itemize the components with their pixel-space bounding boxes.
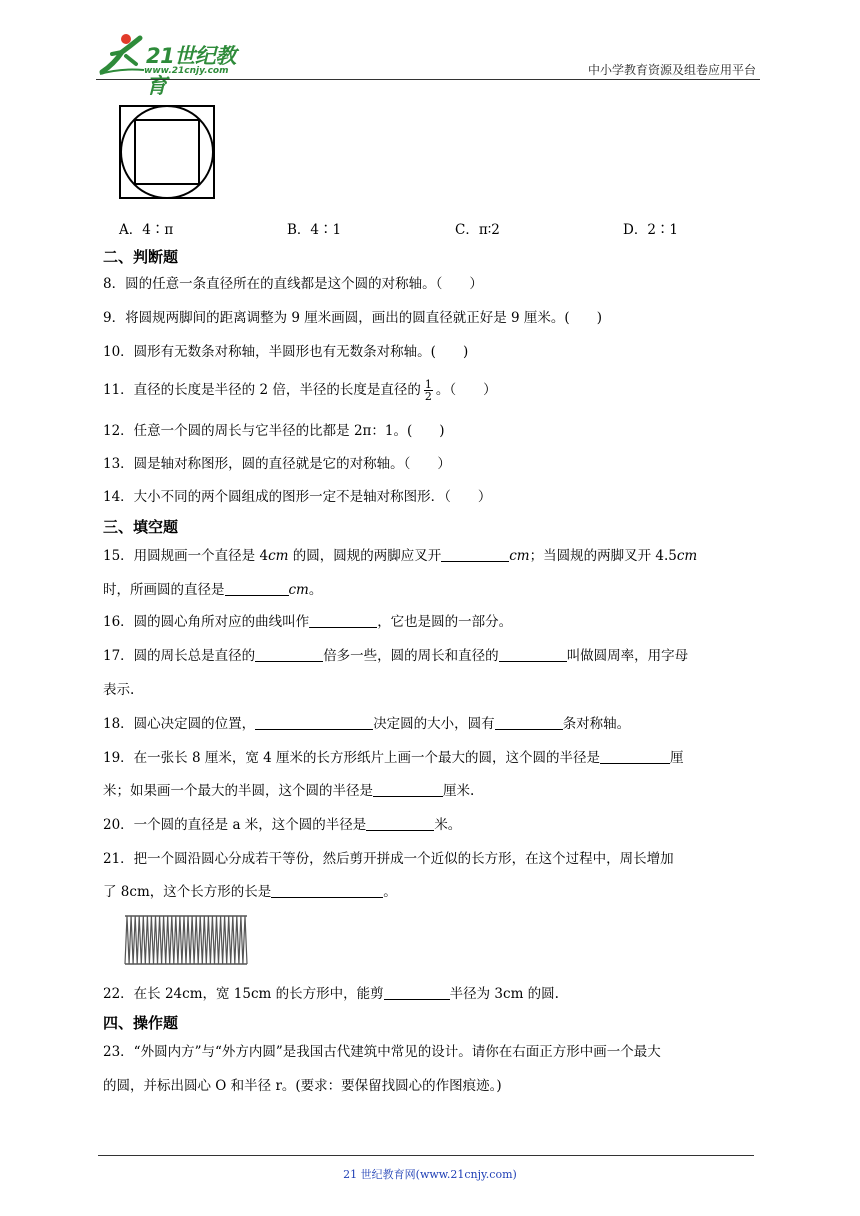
question-22 bbox=[103, 984, 559, 1004]
q20-text-a: 20．一个圆的直径是 a 米，这个圆的半径是 bbox=[103, 817, 367, 833]
runner-logo-icon bbox=[96, 30, 146, 76]
q17-text-a: 17．圆的周长总是直径的 bbox=[103, 648, 256, 664]
fraction-numerator: 1 bbox=[424, 378, 432, 391]
question-14: 14．大小不同的两个圆组成的图形一定不是轴对称图形．（ ） bbox=[103, 489, 492, 505]
q16-text-a: 16．圆的圆心角所对应的曲线叫作 bbox=[103, 614, 310, 630]
q18-text-c: 条对称轴。 bbox=[562, 716, 631, 732]
logo-url: www.21cnjy.com bbox=[144, 66, 229, 76]
q21-text-c: 。 bbox=[383, 884, 397, 900]
site-logo bbox=[96, 30, 256, 98]
q21-text-b: 了 8cm，这个长方形的长是 bbox=[103, 884, 272, 900]
q17-text-c: 叫做圆周率，用字母 bbox=[566, 648, 689, 664]
answer-blank[interactable] bbox=[495, 715, 563, 730]
question-19-line2 bbox=[103, 781, 474, 801]
logo-text: 21世纪教育 bbox=[146, 44, 236, 98]
question-18 bbox=[103, 714, 630, 734]
question-15-line2 bbox=[103, 580, 322, 600]
question-23-line2: 的圆，并标出圆心 O 和半径 r。(要求：要保留找圆心的作图痕迹。) bbox=[103, 1078, 502, 1094]
q19-text-d: 厘米. bbox=[443, 783, 475, 799]
q18-text-b: 决定圆的大小，圆有 bbox=[373, 716, 495, 732]
unit-cm: cm bbox=[509, 548, 530, 564]
q15-text-d: 时，所画圆的直径是 bbox=[103, 582, 225, 598]
question-23-line1: 23．“外圆内方”与“外方内圆”是我国古代建筑中常见的设计。请你在右面正方形中画一个最大 bbox=[103, 1044, 661, 1060]
q15-text-e: 。 bbox=[308, 582, 323, 598]
question-16 bbox=[103, 612, 512, 632]
q19-text-c: 米；如果画一个最大的半圆，这个圆的半径是 bbox=[103, 783, 373, 799]
answer-blank[interactable] bbox=[600, 749, 670, 764]
option-d: D．2∶1 bbox=[623, 222, 679, 238]
page-header bbox=[96, 30, 760, 98]
question-10: 10．圆形有无数条对称轴，半圆形也有无数条对称轴。( ) bbox=[103, 344, 469, 360]
answer-blank[interactable] bbox=[373, 782, 443, 797]
q22-text-b: 半径为 3cm 的圆. bbox=[449, 986, 559, 1002]
question-11-text: 11．直径的长度是半径的 2 倍，半径的长度是直径的 bbox=[103, 382, 421, 398]
option-a: A．4∶π bbox=[119, 222, 174, 238]
section-title-operate: 四、操作题 bbox=[103, 1014, 179, 1032]
question-13: 13．圆是轴对称图形，圆的直径就是它的对称轴。（ ） bbox=[103, 456, 451, 472]
answer-blank[interactable] bbox=[366, 816, 434, 831]
question-8: 8．圆的任意一条直径所在的直线都是这个圆的对称轴。（ ） bbox=[103, 276, 483, 292]
option-c: C．π∶2 bbox=[455, 222, 500, 238]
answer-blank[interactable] bbox=[441, 547, 509, 562]
unit-cm: cm bbox=[288, 582, 309, 598]
q15-text-c: ；当圆规的两脚叉开 4.5 bbox=[529, 548, 677, 564]
q19-text-b: 厘 bbox=[670, 750, 684, 766]
unit-cm: cm bbox=[676, 548, 698, 564]
answer-blank[interactable] bbox=[255, 715, 373, 730]
unit-cm: cm bbox=[268, 548, 289, 564]
header-divider bbox=[96, 79, 760, 80]
q20-text-b: 米。 bbox=[434, 817, 462, 833]
answer-blank[interactable] bbox=[384, 985, 450, 1000]
answer-blank[interactable] bbox=[255, 647, 323, 662]
question-11-tail: 。（ ） bbox=[435, 382, 497, 398]
answer-blank[interactable] bbox=[271, 883, 383, 898]
square-circle-figure bbox=[118, 104, 218, 200]
question-12: 12．任意一个圆的周长与它半径的比都是 2π：1。( ) bbox=[103, 423, 445, 439]
q19-text-a: 19．在一张长 8 厘米，宽 4 厘米的长方形纸片上画一个最大的圆，这个圆的半径是 bbox=[103, 750, 601, 766]
half-fraction bbox=[424, 379, 433, 402]
question-20 bbox=[103, 815, 461, 835]
question-21-line2 bbox=[103, 882, 397, 902]
section-title-fill: 三、填空题 bbox=[103, 518, 179, 536]
q18-text-a: 18．圆心决定圆的位置， bbox=[103, 716, 256, 732]
zigzag-rectangle-figure bbox=[122, 912, 250, 968]
platform-name: 中小学教育资源及组卷应用平台 bbox=[587, 63, 756, 77]
question-17-line1 bbox=[103, 646, 688, 666]
q15-text-a: 15．用圆规画一个直径是 4 bbox=[103, 548, 269, 564]
answer-blank[interactable] bbox=[499, 647, 567, 662]
question-11 bbox=[103, 379, 497, 402]
question-19-line1 bbox=[103, 748, 684, 768]
question-21-line1: 21．把一个圆沿圆心分成若干等份，然后剪开拼成一个近似的长方形，在这个过程中，周长增加 bbox=[103, 851, 674, 867]
answer-blank[interactable] bbox=[225, 581, 289, 596]
question-9: 9．将圆规两脚间的距离调整为 9 厘米画圆，画出的圆直径就正好是 9 厘米。( ) bbox=[103, 310, 602, 326]
page-footer: 21 世纪教育网(www.21cnjy.com) bbox=[343, 1168, 517, 1181]
question-15-line1 bbox=[103, 546, 697, 566]
question-17-line2: 表示. bbox=[103, 682, 135, 698]
footer-divider bbox=[98, 1155, 754, 1156]
answer-blank[interactable] bbox=[309, 613, 377, 628]
q16-text-b: ，它也是圆的一部分。 bbox=[377, 614, 513, 630]
q15-text-b: 的圆，圆规的两脚应叉开 bbox=[288, 548, 442, 564]
q17-text-b: 倍多一些，圆的周长和直径的 bbox=[323, 648, 499, 664]
fraction-denominator: 2 bbox=[424, 390, 432, 403]
section-title-judge: 二、判断题 bbox=[103, 248, 179, 266]
option-b: B．4∶1 bbox=[287, 222, 342, 238]
q22-text-a: 22．在长 24cm，宽 15cm 的长方形中，能剪 bbox=[103, 986, 384, 1002]
